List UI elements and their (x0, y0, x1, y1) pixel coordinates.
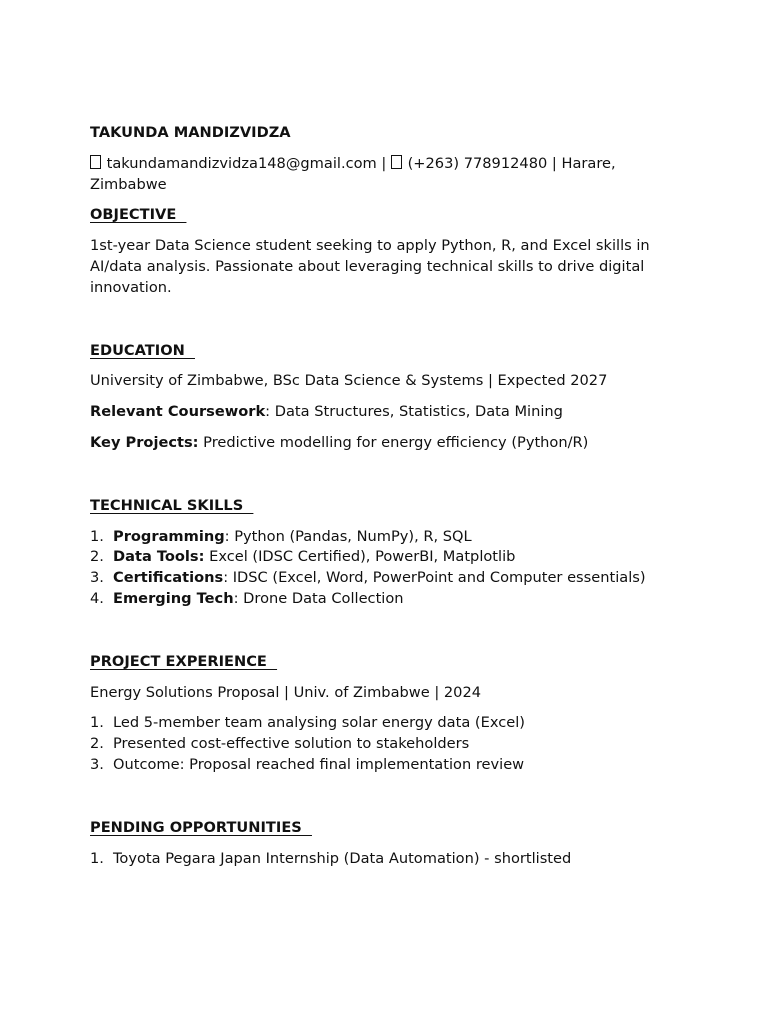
coursework-text: : Data Structures, Statistics, Data Mining (265, 403, 563, 421)
list-item (90, 547, 680, 568)
projects-text: Predictive modelling for energy efficiency (Python/R) (198, 433, 589, 451)
list-number: 2. (90, 735, 104, 753)
list-item (90, 755, 680, 776)
section-heading-education: EDUCATION (90, 341, 195, 359)
list-item-text: Toyota Pegara Japan Internship (Data Automation) - shortlisted (113, 849, 572, 867)
objective-text: 1st-year Data Science student seeking to apply Python, R, and Excel skills in AI/data analysis. Passionate about leveraging technical skills to drive digital innovation. (90, 237, 650, 296)
skill-label: Data Tools: (113, 548, 205, 566)
projects-label: Key Projects: (90, 433, 199, 451)
list-item-text: Outcome: Proposal reached final implementation review (113, 755, 525, 773)
skill-text: : Drone Data Collection (233, 589, 404, 607)
experience-list (90, 713, 680, 775)
contact-separator: | (381, 154, 387, 172)
candidate-name: TAKUNDA MANDIZVIDZA (90, 124, 291, 141)
list-number: 4. (90, 589, 104, 607)
education-coursework (90, 402, 680, 423)
list-item-text: Presented cost-effective solution to stakeholders (113, 735, 470, 753)
contact-separator: | (551, 154, 557, 172)
section-spacer (90, 620, 680, 652)
opportunities-list (90, 849, 680, 870)
list-item-text (113, 568, 680, 589)
section-heading-experience: PROJECT EXPERIENCE (90, 652, 278, 670)
contact-phone: (+263) 778912480 (407, 154, 548, 172)
coursework-label: Relevant Coursework (90, 403, 266, 421)
skill-label: Programming (113, 527, 225, 545)
list-item (90, 713, 680, 734)
list-item (90, 568, 680, 589)
list-number: 1. (90, 714, 104, 732)
list-number: 3. (90, 755, 104, 773)
mail-icon (90, 155, 101, 169)
resume-content (90, 123, 680, 879)
list-item-text: Led 5-member team analysing solar energy data (Excel) (113, 714, 525, 732)
list-number: 2. (90, 548, 104, 566)
section-spacer (90, 309, 680, 341)
section-heading-objective: OBJECTIVE (90, 206, 187, 224)
contact-location: Harare, Zimbabwe (90, 154, 616, 193)
list-item (90, 849, 680, 870)
phone-icon (391, 155, 402, 169)
list-item-text (113, 589, 680, 610)
list-number: 1. (90, 527, 104, 545)
skill-text: : Python (Pandas, NumPy), R, SQL (224, 527, 472, 545)
skill-label: Certifications (113, 569, 224, 587)
section-heading-skills: TECHNICAL SKILLS (90, 496, 254, 514)
section-heading-opportunities: PENDING OPPORTUNITIES (90, 818, 312, 836)
list-item (90, 589, 680, 610)
list-number: 1. (90, 849, 104, 867)
list-item-text (113, 547, 680, 568)
contact-line (90, 154, 680, 196)
section-spacer (90, 464, 680, 496)
education-degree: University of Zimbabwe, BSc Data Science & Systems | Expected 2027 (90, 372, 608, 390)
skills-list (90, 527, 680, 610)
contact-email: takundamandizvidza148@gmail.com (106, 154, 377, 172)
experience-project: Energy Solutions Proposal | Univ. of Zimbabwe | 2024 (90, 683, 482, 701)
list-item-text (113, 527, 680, 548)
skill-text: : IDSC (Excel, Word, PowerPoint and Computer essentials) (223, 569, 646, 587)
list-number: 3. (90, 569, 104, 587)
list-item (90, 734, 680, 755)
skill-label: Emerging Tech (113, 589, 234, 607)
section-spacer (90, 786, 680, 818)
list-item (90, 527, 680, 548)
skill-text: Excel (IDSC Certified), PowerBI, Matplotlib (204, 548, 516, 566)
education-projects (90, 433, 680, 454)
